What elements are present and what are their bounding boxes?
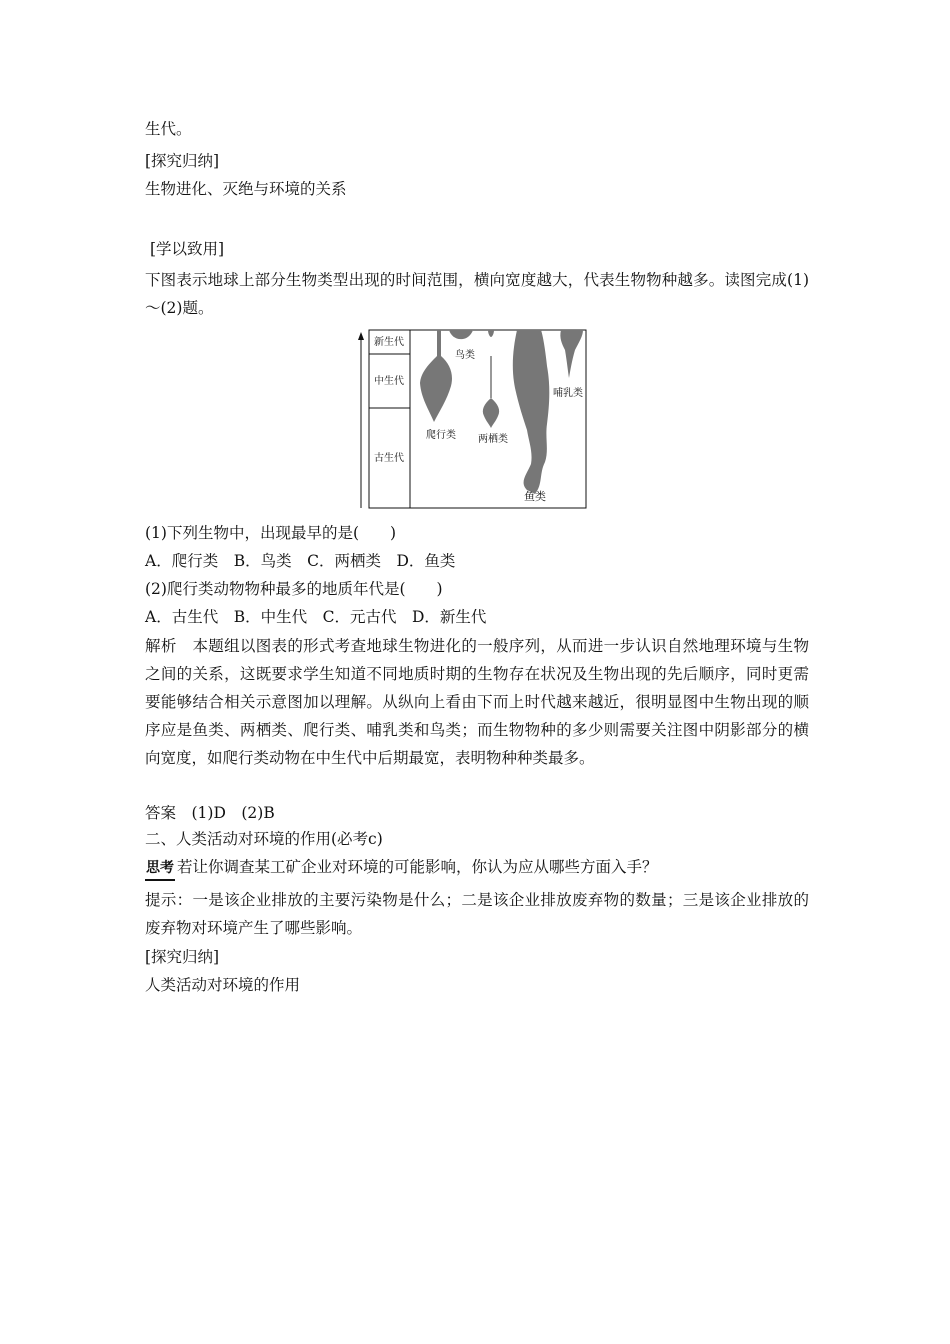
hint-paragraph: 提示：一是该企业排放的主要污染物是什么；二是该企业排放废弃物的数量；三是该企业排放的废弃物对环境产生了哪些影响。 (145, 891, 809, 937)
time-arrow-head (358, 332, 364, 340)
label-reptile: 爬行类 (426, 430, 456, 441)
text-line: 人类活动对环境的作用 (145, 976, 301, 994)
amphibian-shape (483, 398, 499, 428)
evolution-diagram (355, 328, 590, 513)
label-fish: 鱼类 (524, 490, 546, 503)
top-small-shape (488, 330, 494, 337)
section-heading: [探究归纳] (145, 948, 220, 966)
label-bird: 鸟类 (455, 350, 475, 361)
label-amphibian: 两栖类 (478, 434, 508, 445)
reptile-shape (420, 330, 452, 422)
era-label-paleozoic: 古生代 (374, 453, 404, 464)
era-label-cenozoic: 新生代 (374, 337, 404, 348)
think-question: 若让你调查某工矿企业对环境的可能影响，你认为应从哪些方面入手？ (177, 858, 658, 876)
section-heading: [探究归纳] (145, 152, 220, 170)
question-1-options: A．爬行类 B．鸟类 C．两栖类 D．鱼类 (145, 552, 456, 570)
section-2-heading: 二、人类活动对环境的作用(必考c) (145, 830, 383, 848)
answer-line: 答案 (1)D (2)B (145, 804, 275, 822)
text-line: 生物进化、灭绝与环境的关系 (145, 180, 347, 198)
analysis-paragraph: 解析 本题组以图表的形式考查地球生物进化的一般序列，从而进一步认识自然地理环境与生物之间的关系，这既要求学生知道不同地质时期的生物存在状况及生物出现的先后顺序，同时更需要能够结合相关示意图加以理解。从纵向上看由下而上时代越来越近，很明显图中生物出现的顺序应是鱼类、两栖类、爬行类、哺乳类和鸟类；而生物物种的多少则需要关注图中阴影部分的横向宽度，如爬行类动物在中生代中后期最宽，表明物种种类最多。 (145, 637, 809, 767)
fish-shape (513, 330, 549, 494)
question-1: (1)下列生物中，出现最早的是( ) (145, 524, 397, 542)
label-mammal: 哺乳类 (553, 388, 583, 399)
section-heading: [学以致用] (150, 240, 225, 258)
question-2-options: A．古生代 B．中生代 C．元古代 D．新生代 (145, 608, 487, 626)
think-line (145, 856, 658, 881)
era-label-mesozoic: 中生代 (374, 376, 404, 387)
think-badge: 思考 (145, 857, 175, 881)
bird-shape (449, 330, 473, 339)
text-line: 生代。 (145, 120, 192, 138)
intro-paragraph: 下图表示地球上部分生物类型出现的时间范围，横向宽度越大，代表生物物种越多。读图完成(1)～(2)题。 (145, 271, 809, 317)
mammal-shape (560, 330, 583, 378)
diagram-frame (369, 330, 586, 508)
question-2: (2)爬行类动物物种最多的地质年代是( ) (145, 580, 443, 598)
